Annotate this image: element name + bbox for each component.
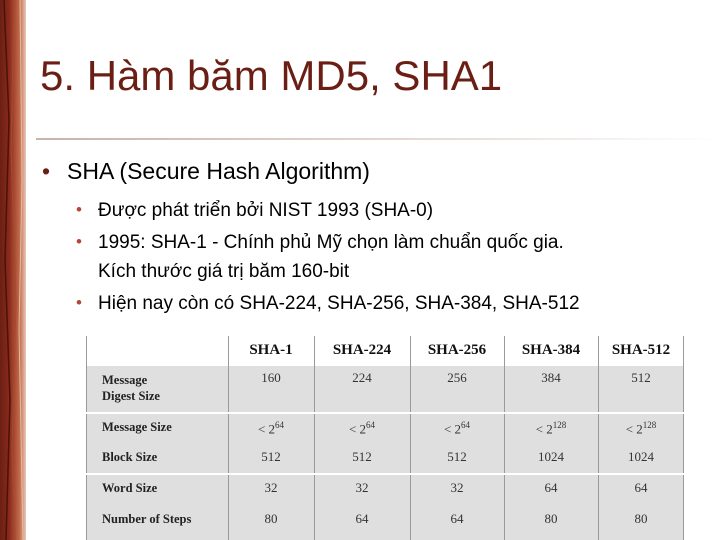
table-cell: 64 — [634, 480, 648, 495]
column-header: SHA-384 — [521, 342, 581, 358]
sha-comparison-table — [86, 336, 684, 540]
table-cell: < $2^{128}$ — [535, 420, 567, 437]
table-row-divider — [86, 473, 684, 475]
row-label-line: Digest Size — [102, 389, 160, 403]
table-row-divider — [86, 412, 684, 414]
table-cell: 32 — [264, 480, 278, 495]
table-cell: 1024 — [538, 449, 564, 464]
bullet-icon: • — [76, 232, 82, 251]
column-header: SHA-224 — [332, 342, 392, 358]
table-cell: 224 — [352, 370, 372, 385]
table-cell: 32 — [355, 480, 369, 495]
table-column-divider — [314, 336, 315, 540]
table-column-divider — [504, 336, 505, 540]
slide-title: 5. Hàm băm MD5, SHA1 — [40, 52, 503, 99]
sub-bullet-text: Được phát triển bởi NIST 1993 (SHA-0) — [98, 200, 434, 221]
column-header: SHA-512 — [611, 342, 671, 358]
table-cell: 80 — [264, 511, 278, 526]
row-label-block-size: Block Size — [102, 450, 158, 464]
main-bullet-text: SHA (Secure Hash Algorithm) — [67, 158, 370, 184]
table-cell: < $2^{64}$ — [443, 420, 471, 437]
row-label-number-of-steps: Number of Steps — [102, 512, 192, 526]
column-header: SHA-256 — [427, 342, 487, 358]
table-column-divider — [228, 336, 229, 540]
table-cell: 64 — [355, 511, 369, 526]
table-border — [683, 336, 684, 540]
table-cell: 256 — [447, 370, 467, 385]
table-cell: 64 — [544, 480, 558, 495]
column-header: SHA-1 — [249, 342, 293, 358]
row-label-message-size: Message Size — [102, 420, 172, 434]
bullet-icon: • — [76, 293, 82, 312]
table-cell: 64 — [450, 511, 464, 526]
sub-bullet-text: Hiện nay còn có SHA-224, SHA-256, SHA-384, SHA-512 — [98, 293, 580, 314]
side-bar-texture — [0, 0, 26, 540]
table-cell: 80 — [544, 511, 558, 526]
table-cell: 512 — [352, 449, 372, 464]
row-label-line: Message — [102, 373, 148, 387]
table-border — [86, 336, 87, 540]
table-cell: < $2^{64}$ — [257, 420, 285, 437]
table-cell: 512 — [261, 449, 281, 464]
table-cell: < $2^{64}$ — [348, 420, 376, 437]
table-cell: 1024 — [628, 449, 654, 464]
table-cell: < $2^{128}$ — [625, 420, 657, 437]
sub-bullet-text: 1995: SHA-1 - Chính phủ Mỹ chọn làm chuẩn quốc gia. — [98, 232, 564, 253]
table-cell: 32 — [450, 480, 464, 495]
table-cell: 160 — [261, 370, 281, 385]
row-label-digest-size — [102, 372, 160, 404]
bullet-icon: • — [76, 200, 82, 219]
table-column-divider — [410, 336, 411, 540]
bullet-icon: • — [42, 158, 51, 184]
sub-bullet-text: Kích thước giá trị băm 160-bit — [98, 261, 350, 282]
row-label-word-size: Word Size — [102, 481, 158, 495]
table-cell: 512 — [631, 370, 651, 385]
decorative-side-bar — [0, 0, 26, 540]
title-divider — [36, 138, 720, 140]
table-cell: 384 — [541, 370, 561, 385]
table-cell: 512 — [447, 449, 467, 464]
table-cell: 80 — [634, 511, 648, 526]
table-column-divider — [598, 336, 599, 540]
